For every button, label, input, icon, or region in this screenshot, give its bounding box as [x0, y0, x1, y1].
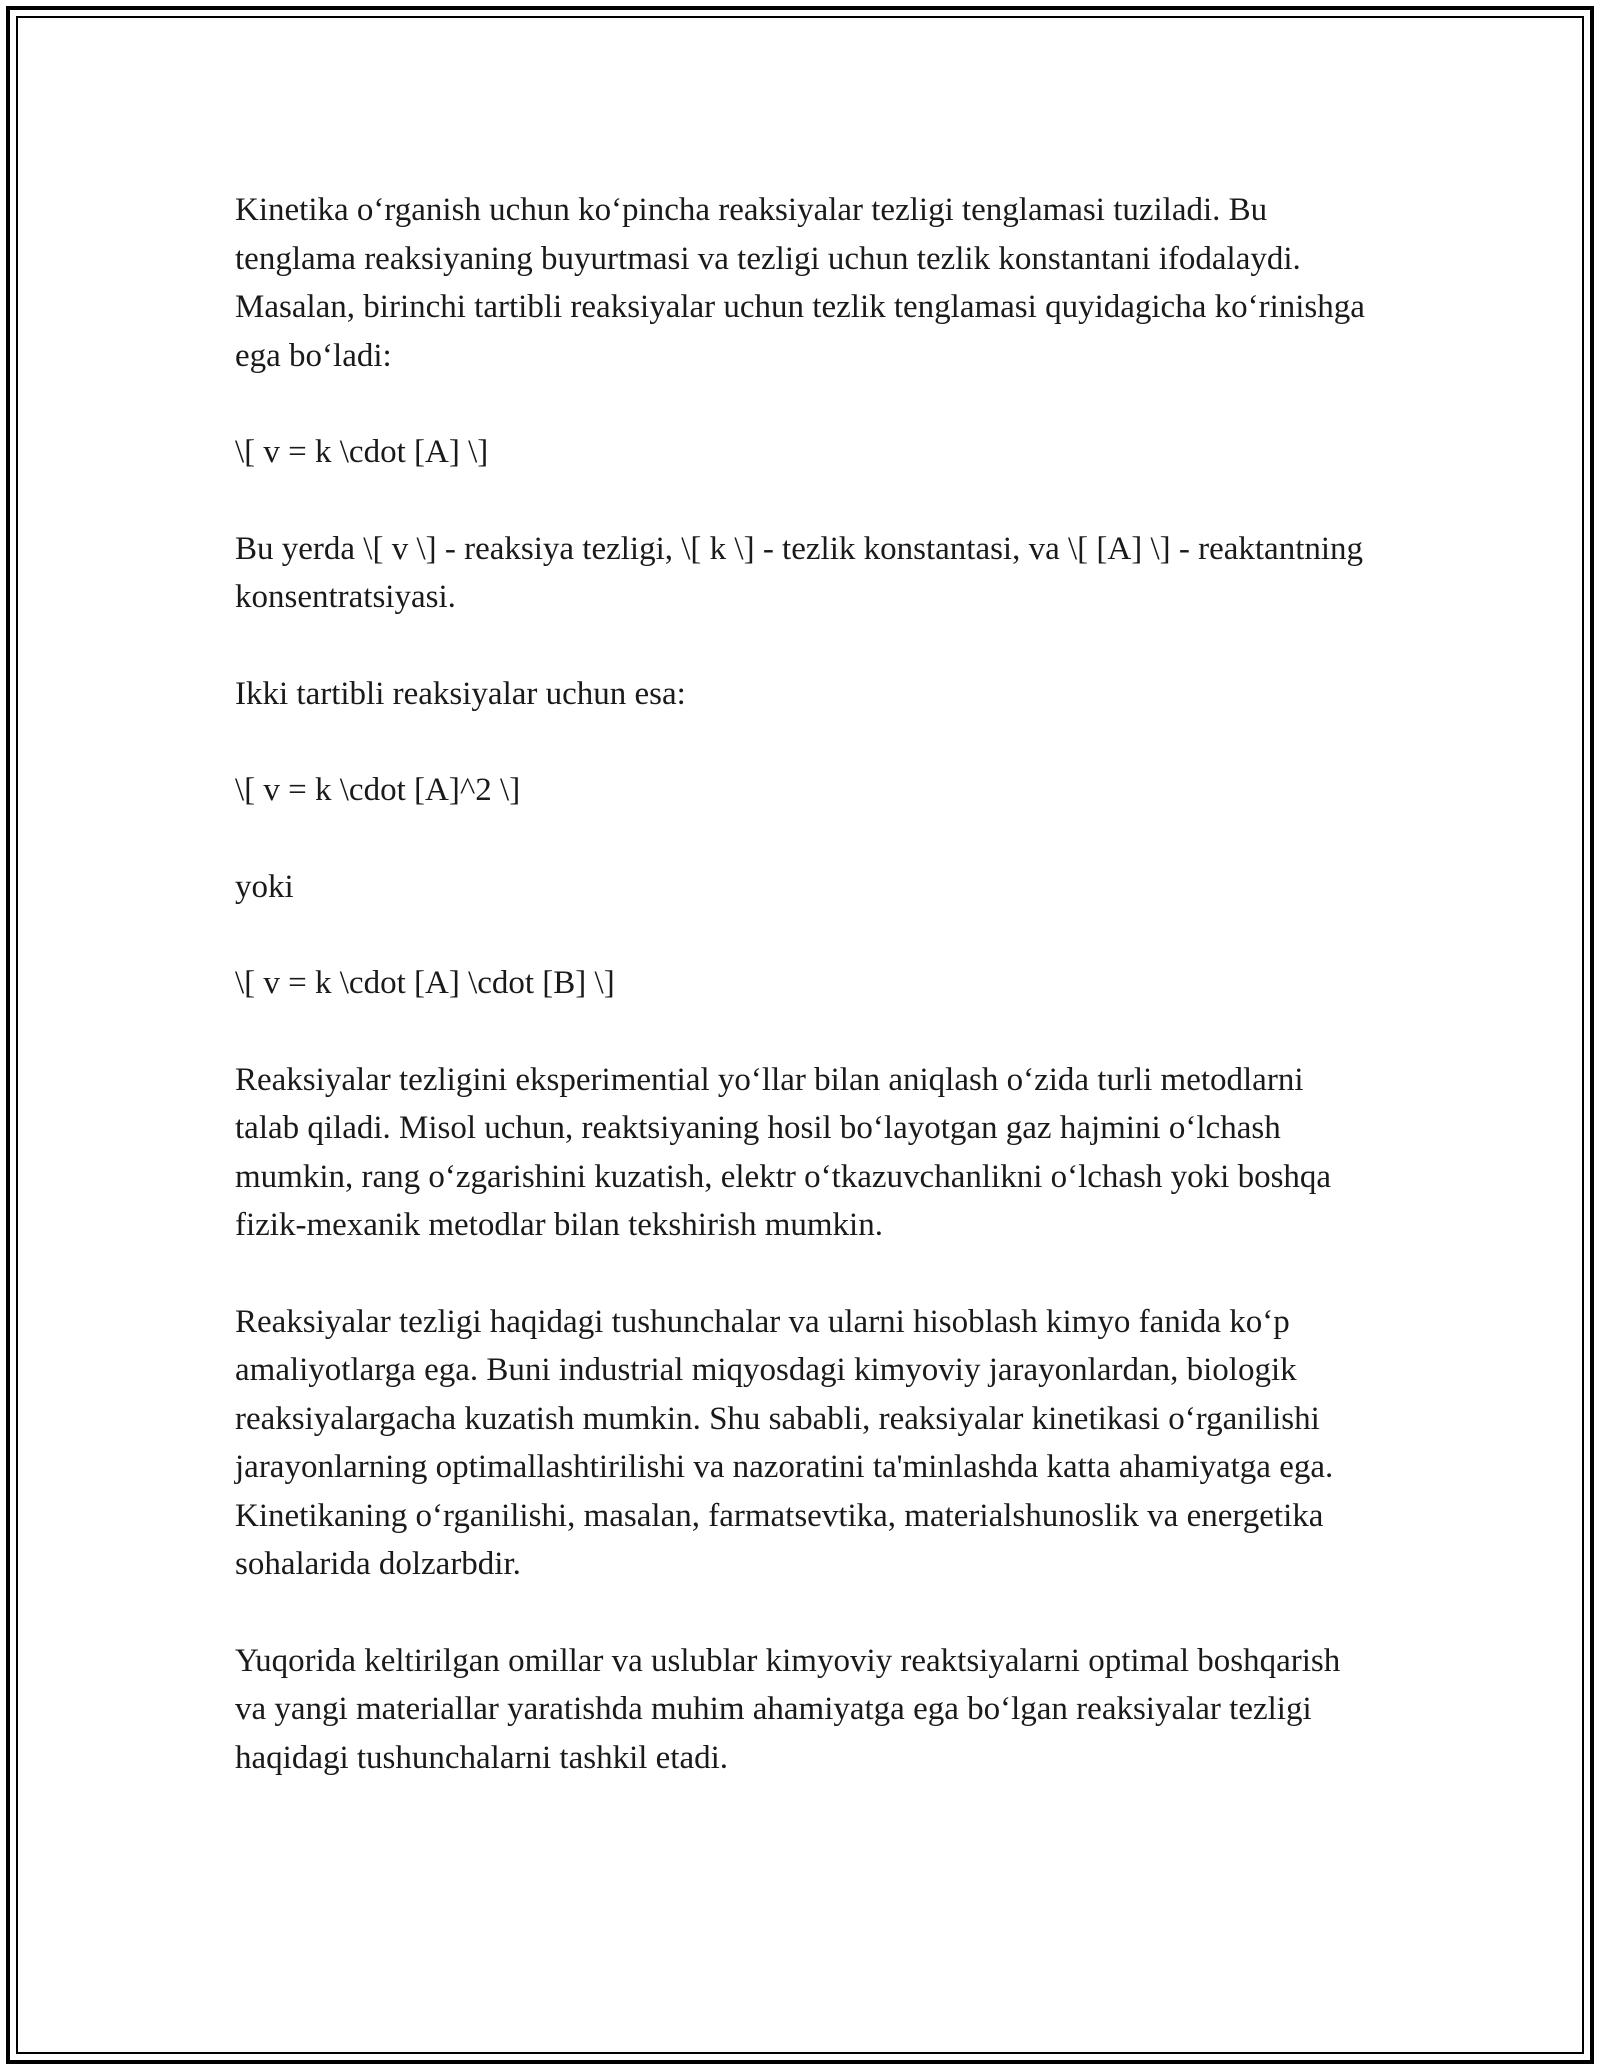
paragraph-intro: Kinetika o‘rganish uchun ko‘pincha reaksiyalar tezligi tenglamasi tuziladi. Bu tenglama reaksiyaning buyurtmasi va tezligi uchun tezlik konstantani ifodalaydi. Masalan, birinchi tartibli reaksiyalar uchun tezlik tenglamasi quyidagicha ko‘rinishga ega bo‘ladi: [235, 192, 1365, 374]
formula-second-order-two-reactants: \[ v = k \cdot [A] \cdot [B] \] [235, 965, 615, 1001]
paragraph-conclusion: Yuqorida keltirilgan omillar va uslublar kimyoviy reaktsiyalarni optimal boshqarish va yangi materiallar yaratishda muhim ahamiyatga ega bo‘lgan reaksiyalar tezligi haqidagi tushunchalarni tashkil etadi. [235, 1642, 1341, 1776]
paragraph-applications: Reaksiyalar tezligi haqidagi tushunchalar va ularni hisoblash kimyo fanida ko‘p amaliyotlarga ega. Buni industrial miqyosdagi kimyoviy jarayonlardan, biologik reaksiyalargacha kuzatish mumkin. Shu sababli, reaksiyalar kinetikasi o‘rganilishi jarayonlarning optimallashtirilishi va nazoratini ta'minlashda katta ahamiyatga ega. Kinetikaning o‘rganilishi, masalan, farmatsevtika, materialshunoslik va energetika sohalarida dolzarbdir. [235, 1303, 1334, 1582]
paragraph-definitions: Bu yerda \[ v \] - reaksiya tezligi, \[ k \] - tezlik konstantasi, va \[ [A] \] - reaktantning konsentratsiyasi. [235, 530, 1364, 615]
formula-first-order: \[ v = k \cdot [A] \] [235, 434, 489, 470]
paragraph-or: yoki [235, 868, 294, 905]
formula-second-order-squared: \[ v = k \cdot [A]^2 \] [235, 772, 521, 808]
paragraph-experimental-methods: Reaksiyalar tezligini eksperimential yo‘llar bilan aniqlash o‘zida turli metodlarni talab qiladi. Misol uchun, reaktsiyaning hosil bo‘layotgan gaz hajmini o‘lchash mumkin, rang o‘zgarishini kuzatish, elektr o‘tkazuvchanlikni o‘lchash yoki boshqa fizik-mexanik metodlar bilan tekshirish mumkin. [235, 1061, 1332, 1243]
paragraph-second-order-intro: Ikki tartibli reaksiyalar uchun esa: [235, 675, 686, 712]
document-body [235, 186, 1365, 1830]
